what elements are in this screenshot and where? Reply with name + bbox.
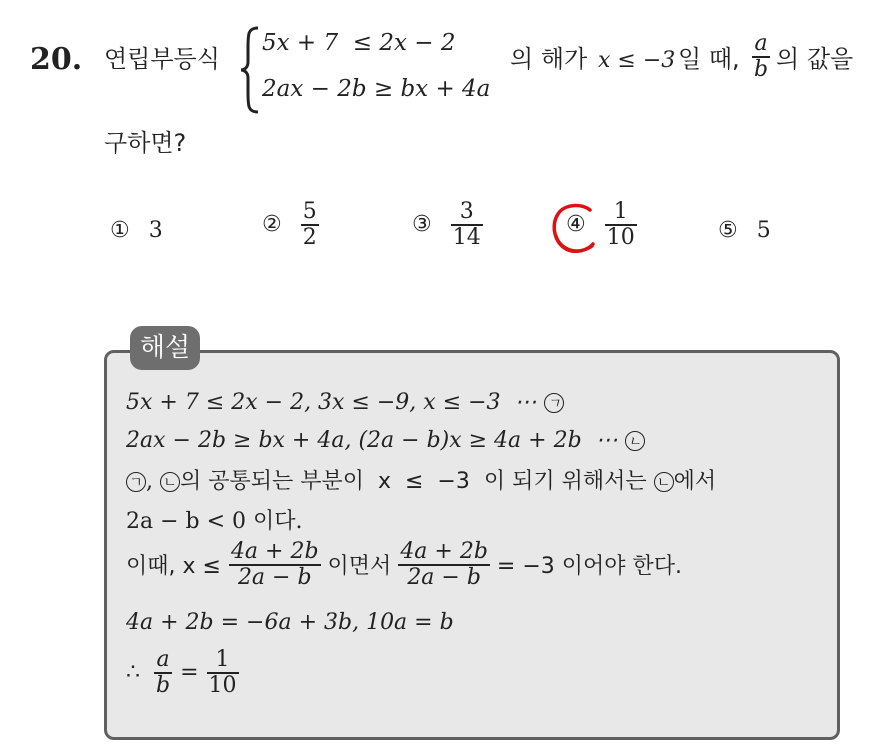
circled-giyeok-2: ㄱ: [126, 472, 146, 492]
choice-3-numerator: 3: [459, 199, 474, 224]
solution-line-5-denominator-2: 2a − b: [407, 564, 481, 590]
solution-line-1: [126, 390, 564, 415]
circled-nieun-2: ㄴ: [160, 472, 180, 492]
question-condition-tail: 일 때,: [678, 45, 740, 73]
choice-5[interactable]: [718, 218, 771, 243]
answer-circle-mark: [548, 200, 604, 258]
solution-line-6: 4a + 2b = −6a + 3b, 10a = b: [126, 610, 454, 635]
solution-line-3-sep: ,: [146, 469, 160, 494]
question-tail: 의 값을: [776, 45, 854, 73]
choice-1-marker: ①: [110, 218, 130, 243]
choice-1-value: 3: [148, 218, 163, 243]
solution-line-5-numerator-2: 4a + 2b: [400, 539, 488, 564]
solution-line-5-a: 이때, x ≤: [126, 554, 221, 580]
choice-3[interactable]: [412, 200, 483, 250]
choice-3-denominator: 14: [452, 224, 481, 250]
therefore-symbol: ∴: [126, 660, 140, 686]
choice-4-denominator: 10: [606, 224, 635, 250]
solution-line-5-b: 이면서: [320, 554, 399, 580]
solution-line-7: [126, 648, 239, 698]
solution-line-2-text: 2ax − 2b ≥ bx + 4a, (2a − b)x ≥ 4a + 2b ⋯: [126, 428, 625, 453]
question-mid-text: 의 해가: [510, 45, 588, 73]
choice-2-marker: ②: [262, 212, 282, 238]
choice-4-marker: ④: [566, 212, 586, 238]
choice-2[interactable]: [262, 200, 319, 250]
choice-2-denominator: 2: [302, 224, 317, 250]
system-brace: [238, 24, 262, 116]
solution-line-5-numerator: 4a + 2b: [230, 539, 319, 564]
ratio-denominator: b: [754, 56, 769, 82]
solution-line-3-text: 의 공통되는 부분이 x ≤ −3 이 되기 위해서는: [180, 469, 654, 494]
solution-line-4: 2a − b < 0 이다.: [126, 509, 303, 534]
solution-line-3: [126, 464, 716, 495]
system-line-1: 5x + 7 ≤ 2x − 2: [262, 30, 456, 56]
solution-tag: 해설: [130, 326, 200, 370]
solution-line-3-tail: 에서: [673, 469, 717, 494]
circled-nieun-3: ㄴ: [654, 472, 674, 492]
solution-line-7-numerator-2: 1: [215, 647, 230, 672]
solution-line-7-equals: =: [180, 660, 199, 686]
question-number: 20.: [30, 42, 83, 77]
question-condition: x ≤ −3: [598, 48, 676, 73]
choice-3-marker: ③: [412, 212, 432, 238]
question-lead: 연립부등식: [104, 45, 220, 73]
system-line-2: 2ax − 2b ≥ bx + 4a: [262, 76, 491, 102]
solution-line-7-numerator: a: [156, 647, 170, 672]
solution-line-7-denominator: b: [156, 672, 171, 698]
question-ratio: [752, 32, 770, 82]
ratio-numerator: a: [754, 31, 768, 56]
choice-2-numerator: 5: [302, 199, 317, 224]
circled-giyeok-1: ㄱ: [544, 393, 564, 413]
solution-line-5: [126, 540, 682, 590]
choice-4-numerator: 1: [613, 199, 628, 224]
choice-5-value: 5: [756, 218, 771, 243]
question-line-2: 구하면?: [104, 129, 187, 157]
solution-line-1-text: 5x + 7 ≤ 2x − 2, 3x ≤ −9, x ≤ −3 ⋯: [126, 390, 544, 415]
solution-line-2: [126, 428, 645, 453]
circled-nieun-1: ㄴ: [625, 431, 645, 451]
choice-5-marker: ⑤: [718, 218, 738, 243]
solution-line-5-denominator: 2a − b: [237, 564, 312, 590]
solution-line-7-denominator-2: 10: [208, 672, 237, 698]
solution-line-5-c: = −3 이어야 한다.: [489, 554, 683, 580]
choice-1[interactable]: [110, 218, 163, 243]
